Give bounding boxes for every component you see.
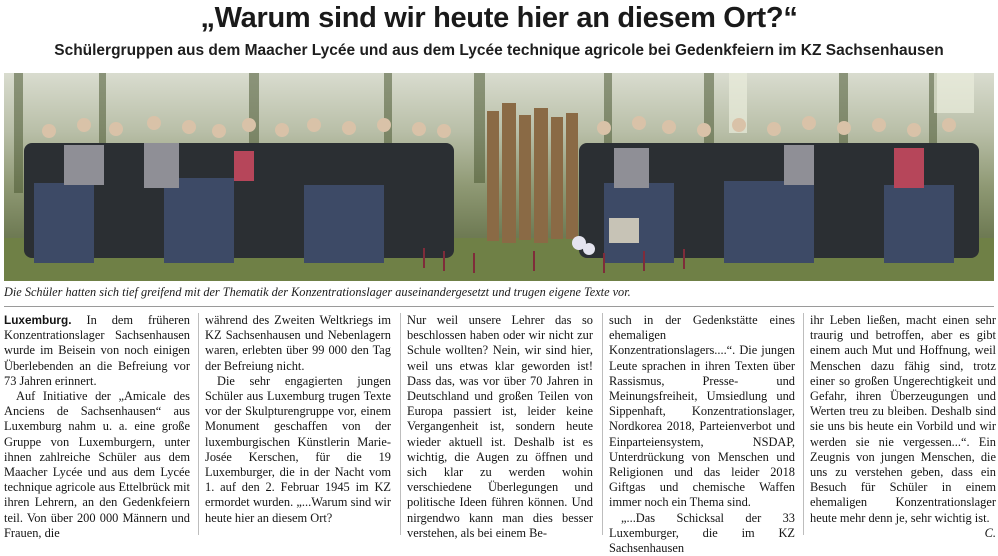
column-2 [205,313,391,535]
paragraph: Nur weil unsere Lehrer das so beschlossen haben oder wir nicht zur Schule wollten? Nein, wir sind hier, weil uns etwas klar geworden ist! Dass das, was vor über 70 Jahren in Deutschland und großen Teilen von Europa passiert ist, leider keine Vergangenheit ist, sondern heute wieder aktuell ist. Deshalb ist es wichtig, die Augen zu öffnen und sich klar zu werden wohin verschiedene Überlegungen und politische Ideen führen können. Und nirgendwo kann man dies besser verstehen, als bei einem Be- [407,313,593,540]
paragraph-text: ihr Leben ließen, macht einen sehr traurig und betroffen, aber es gibt einem auch Mut und Hoffnung, weil Menschen dazu fähig sind, trotz einer so großen Ungerechtigkeit und Gefahr, ihren Überzeugungen und Werten treu zu bleiben. Deshalb sind sie uns bis heute ein Vorbild und wir werden sie nie vergessen...“. Ein Zeugnis von jungen Menschen, die uns zu verstehen geben, dass ein Besuch für Schüler in einem ehemaligen Konzentrationslager heute mehr denn je, sehr wichtig ist. [810,313,996,525]
column-divider [602,313,603,535]
photo-caption: Die Schüler hatten sich tief greifend mit der Thematik der Konzentrationslager auseinandergesetzt und trugen eigene Texte vor. [4,285,631,299]
paragraph: Auf Initiative der „Amicale des Anciens de Sachsenhausen“ aus Luxemburg nahm u. a. eine große Gruppe von Luxemburgern, unter ihnen zahlreiche Schüler aus dem Maacher Lycée und aus dem Lycée technique agricole aus Ettelbrück mit ihren Lehrern, an den Gedenkfeiern teil. Von über 200 000 Männern und Frauen, die [4,389,190,540]
subheadline: Schülergruppen aus dem Maacher Lycée und aus dem Lycée technique agricole bei Gedenkfeiern im KZ Sachsenhausen [54,42,944,59]
group-photo-illustration [4,73,994,281]
column-divider [198,313,199,535]
paragraph [810,313,996,540]
paragraph-text: In dem früheren Konzentrationslager Sachsenhausen wurde im Beisein von noch einigen Überlebenden an die Befreiung vor 73 Jahren erinnert. [4,313,190,388]
paragraph: während des Zweiten Weltkriegs im KZ Sachsenhausen und Nebenlagern waren, erlebten über 99 000 den Tag der Befreiung nicht. [205,313,391,373]
column-5 [810,313,996,540]
headline: „Warum sind wir heute hier an diesem Ort?“ [200,2,798,34]
column-divider [803,313,804,535]
article-body [4,313,996,556]
paragraph: such in der Gedenkstätte eines ehemaligen Konzentrationslagers....“. Die jungen Leute sprachen in ihren Texten über Rassismus, Presse- und Meinungsfreiheit, Umsiedlung und Sippenhaft, Konzentrationslager, Nordkorea 2018, Parteienverbot und Einparteiensystem, NSDAP, Unterdrückung von Menschen und Religionen und das leider 2018 Giftgas und chemische Waffen immer noch ein Thema sind. [609,313,795,510]
paragraph: Die sehr engagierten jungen Schüler aus Luxemburg trugen Texte vor der Skulpturengruppe vor, einem Monument geschaffen von der luxemburgischen Künstlerin Marie-Josée Kerschen, für die 19 Luxemburger, die in der Nacht vom 1. auf den 2. Februar 1945 im KZ ermordet wurden. „...Warum sind wir heute hier an diesem Ort? [205,373,391,525]
caption-divider [4,306,994,307]
group-photo [4,73,994,281]
paragraph: „...Das Schicksal der 33 Luxemburger, die im KZ Sachsenhausen [609,510,795,556]
author-signature: C. [984,525,996,540]
column-divider [400,313,401,535]
column-3 [407,313,593,540]
paragraph [4,313,190,389]
column-4 [609,313,795,556]
dateline: Luxemburg. [4,313,72,327]
column-1 [4,313,190,540]
